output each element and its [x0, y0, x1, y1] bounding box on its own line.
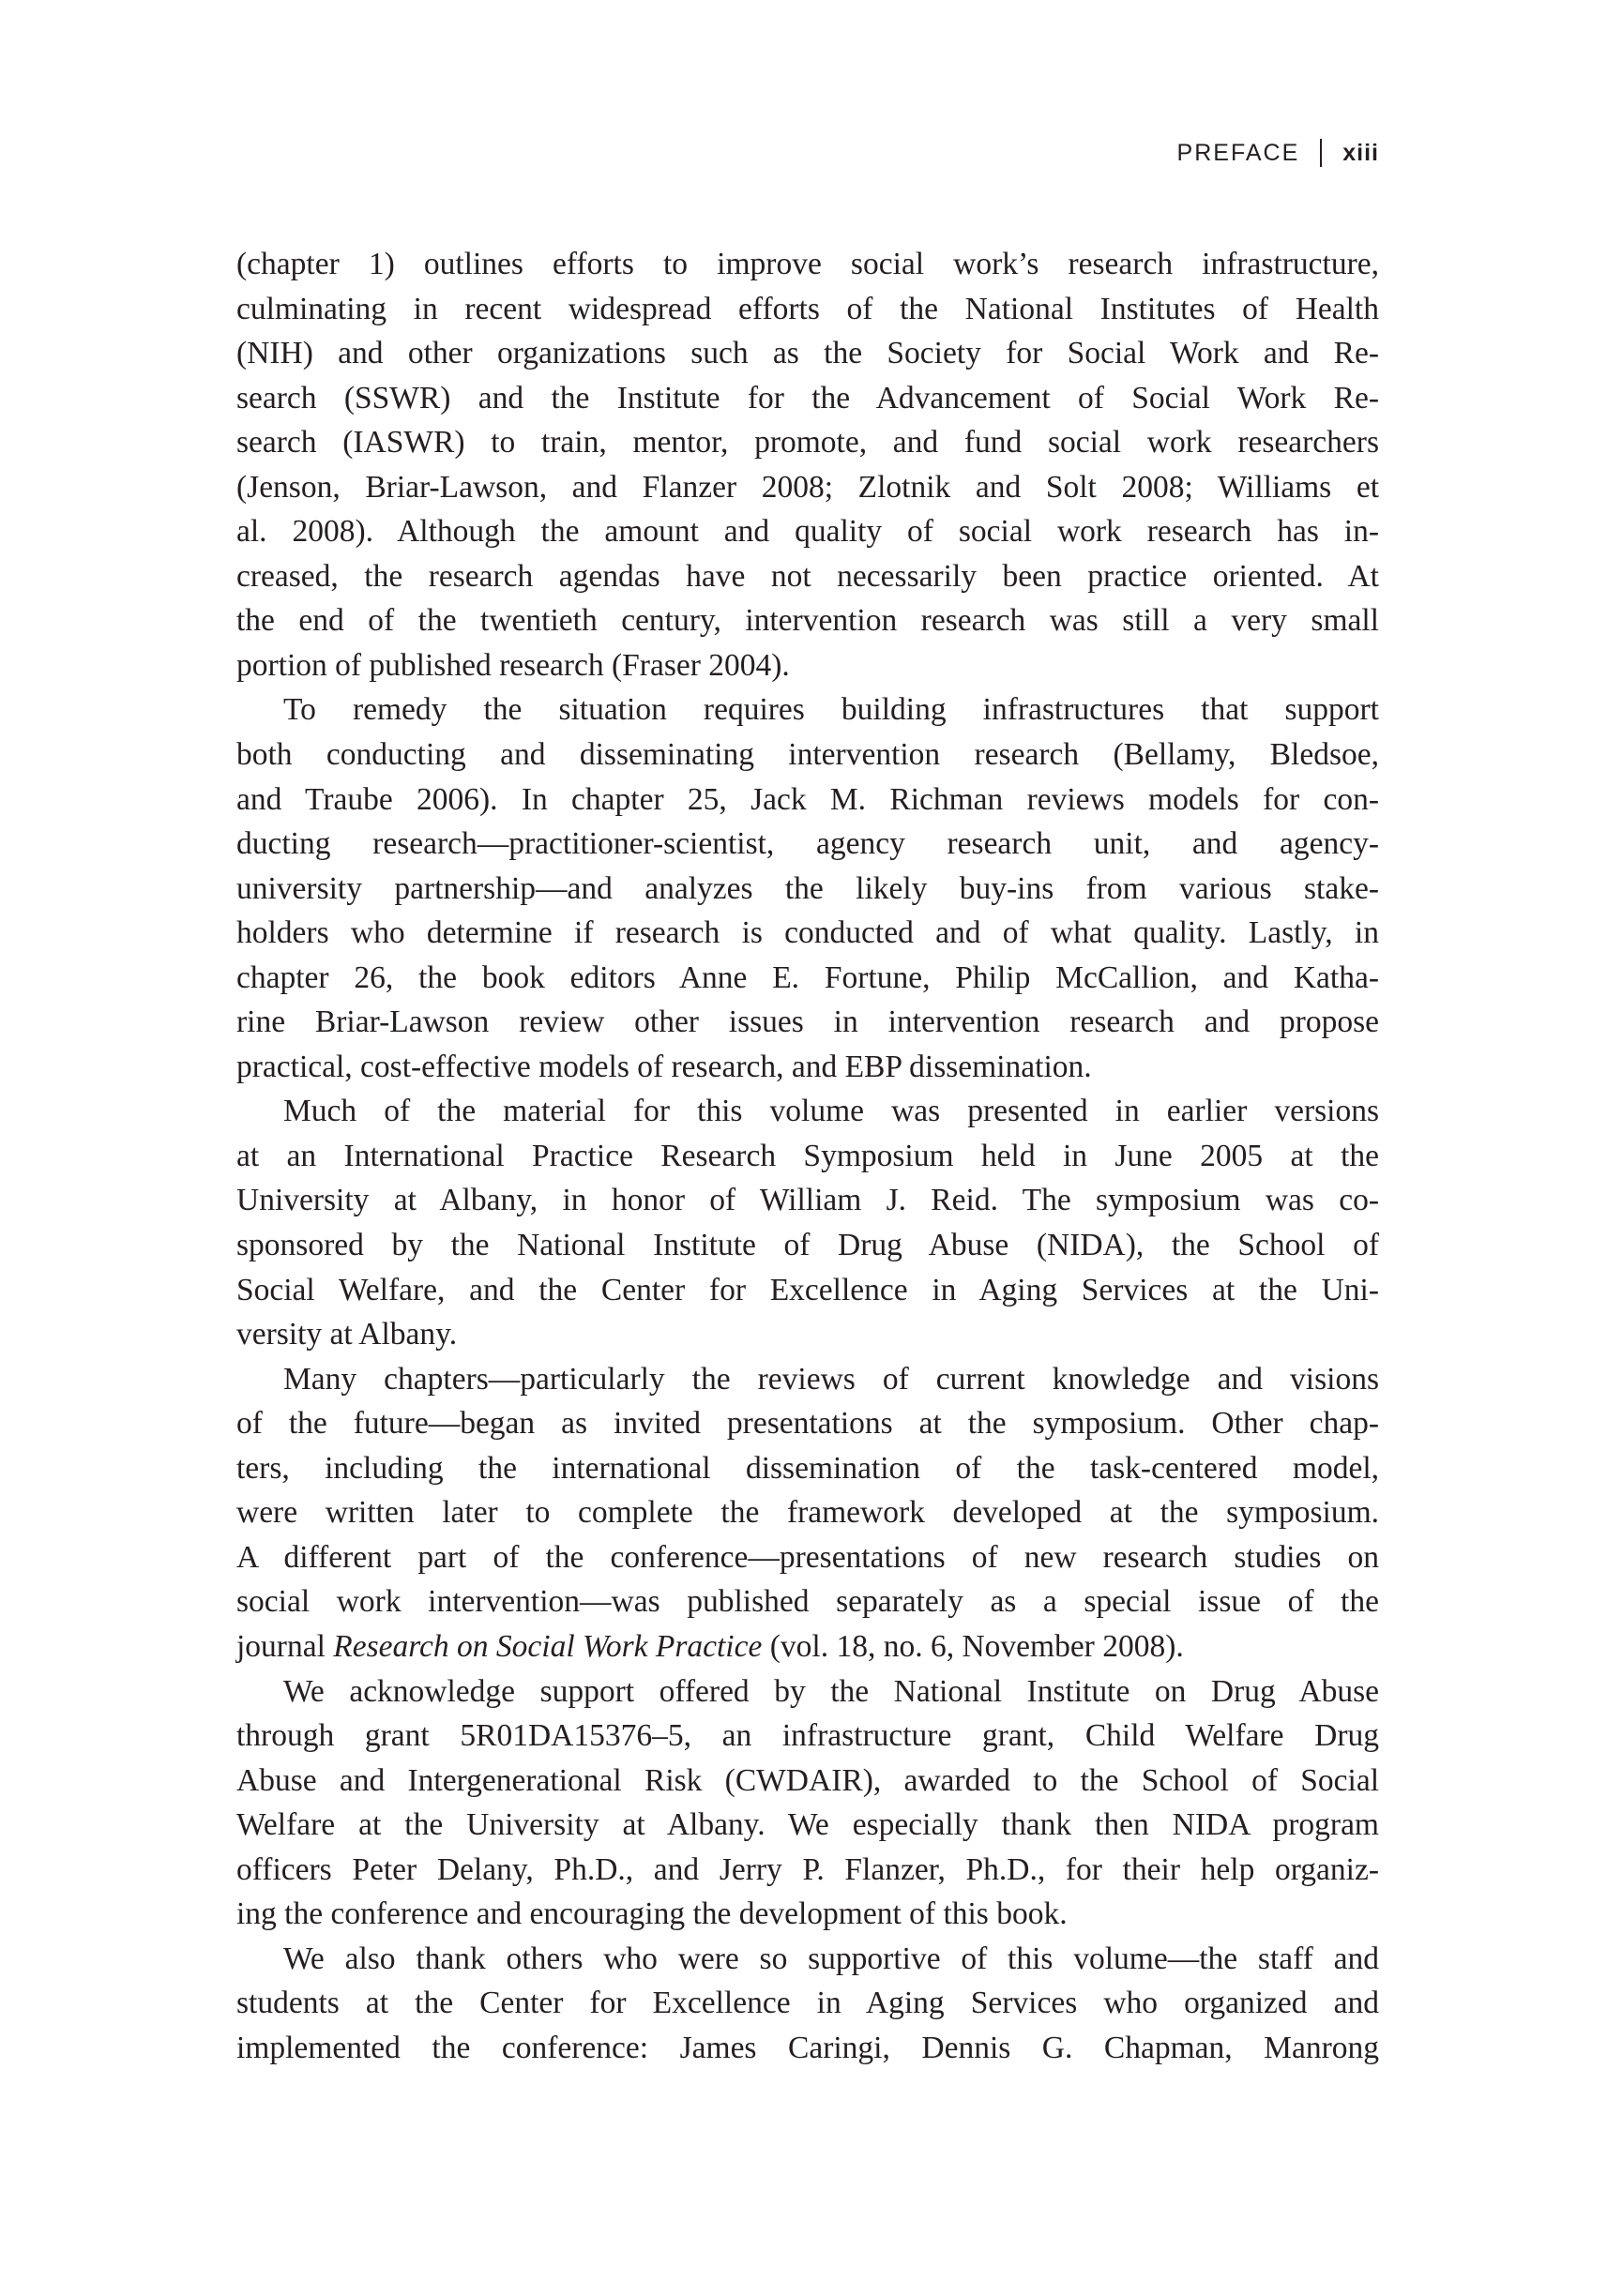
text-line: University at Albany, in honor of William J. Reid. The symposium was co- [236, 1183, 1379, 1218]
text-line: To remedy the situation requires building infrastructures that support [283, 692, 1379, 728]
paragraph-1 [236, 242, 1379, 687]
paragraph-3 [236, 1089, 1379, 1356]
paragraph-4 [236, 1357, 1379, 1669]
text-line: chapter 26, the book editors Anne E. Fortune, Philip McCallion, and Katha- [236, 959, 1379, 995]
text-line: students at the Center for Excellence in Aging Services who organized and [236, 1986, 1379, 2021]
text-line: of the future—began as invited presentations at the symposium. Other chap- [236, 1406, 1379, 1442]
text-line: Social Welfare, and the Center for Excellence in Aging Services at the Uni- [236, 1272, 1379, 1307]
text-line: university partnership—and analyzes the likely buy-ins from various stake- [236, 870, 1379, 906]
text-line: officers Peter Delany, Ph.D., and Jerry P. Flanzer, Ph.D., for their help organiz- [236, 1851, 1379, 1887]
text-line: (NIH) and other organizations such as the Society for Social Work and Re- [236, 336, 1379, 371]
body-text [236, 242, 1379, 2070]
text-line: and Traube 2006). In chapter 25, Jack M. Richman reviews models for con- [236, 781, 1379, 817]
journal-title: Research on Social Work Practice [333, 1628, 763, 1664]
text-line: were written later to complete the framework developed at the symposium. [236, 1495, 1379, 1531]
text-line: versity at Albany. [236, 1317, 458, 1352]
text-line: search (IASWR) to train, mentor, promote, and fund social work researchers [236, 425, 1379, 461]
running-head [1177, 139, 1379, 167]
text-line: creased, the research agendas have not necessarily been practice oriented. At [236, 558, 1379, 594]
text-line: ducting research—practitioner-scientist, agency research unit, and agency- [236, 826, 1379, 862]
text-line: at an International Practice Research Symposium held in June 2005 at the [236, 1138, 1379, 1173]
text-line: portion of published research (Fraser 2004). [236, 647, 790, 683]
text-line: al. 2008). Although the amount and quality of social work research has in- [236, 514, 1379, 550]
text-line: through grant 5R01DA15376–5, an infrastructure grant, Child Welfare Drug [236, 1718, 1379, 1754]
paragraph-5 [236, 1669, 1379, 1937]
text-line: the end of the twentieth century, intervention research was still a very small [236, 603, 1379, 639]
text-line: A different part of the conference—presentations of new research studies on [236, 1539, 1379, 1575]
paragraph-6 [236, 1937, 1379, 2071]
text-line: both conducting and disseminating intervention research (Bellamy, Bledsoe, [236, 737, 1379, 773]
text-line: ing the conference and encouraging the development of this book. [236, 1896, 1068, 1932]
text-line: (chapter 1) outlines efforts to improve social work’s research infrastructure, [236, 247, 1379, 281]
text-line: We also thank others who were so supportive of this volume—the staff and [283, 1941, 1379, 1976]
text-line: search (SSWR) and the Institute for the Advancement of Social Work Re- [236, 380, 1379, 415]
text-line: ters, including the international dissemination of the task-centered model, [236, 1450, 1379, 1486]
text-line: journal Research on Social Work Practice (vol. 18, no. 6, November 2008). [236, 1628, 1184, 1664]
section-title: PREFACE [1176, 139, 1300, 166]
text-line: implemented the conference: James Caringi, Dennis G. Chapman, Manrong [236, 2030, 1379, 2065]
text-line: Many chapters—particularly the reviews of current knowledge and visions [283, 1361, 1379, 1397]
header-divider [1320, 139, 1322, 167]
text-line: rine Briar-Lawson review other issues in intervention research and propose [236, 1004, 1379, 1040]
text-line: holders who determine if research is conducted and of what quality. Lastly, in [236, 915, 1379, 951]
text-line: social work intervention—was published separately as a special issue of the [236, 1584, 1379, 1620]
text-line: We acknowledge support offered by the National Institute on Drug Abuse [283, 1673, 1379, 1709]
page-number: xiii [1342, 139, 1379, 166]
text-line: sponsored by the National Institute of Drug Abuse (NIDA), the School of [236, 1228, 1379, 1263]
paragraph-2 [236, 687, 1379, 1089]
text-line: Abuse and Intergenerational Risk (CWDAIR), awarded to the School of Social [236, 1762, 1379, 1798]
text-line: (Jenson, Briar-Lawson, and Flanzer 2008; Zlotnik and Solt 2008; Williams et [236, 469, 1379, 505]
text-line: Welfare at the University at Albany. We especially thank then NIDA program [236, 1807, 1379, 1843]
text-line: Much of the material for this volume was presented in earlier versions [283, 1094, 1379, 1129]
text-line: practical, cost-effective models of research, and EBP dissemination. [236, 1049, 1092, 1084]
text-line: culminating in recent widespread efforts of the National Institutes of Health [236, 291, 1379, 326]
